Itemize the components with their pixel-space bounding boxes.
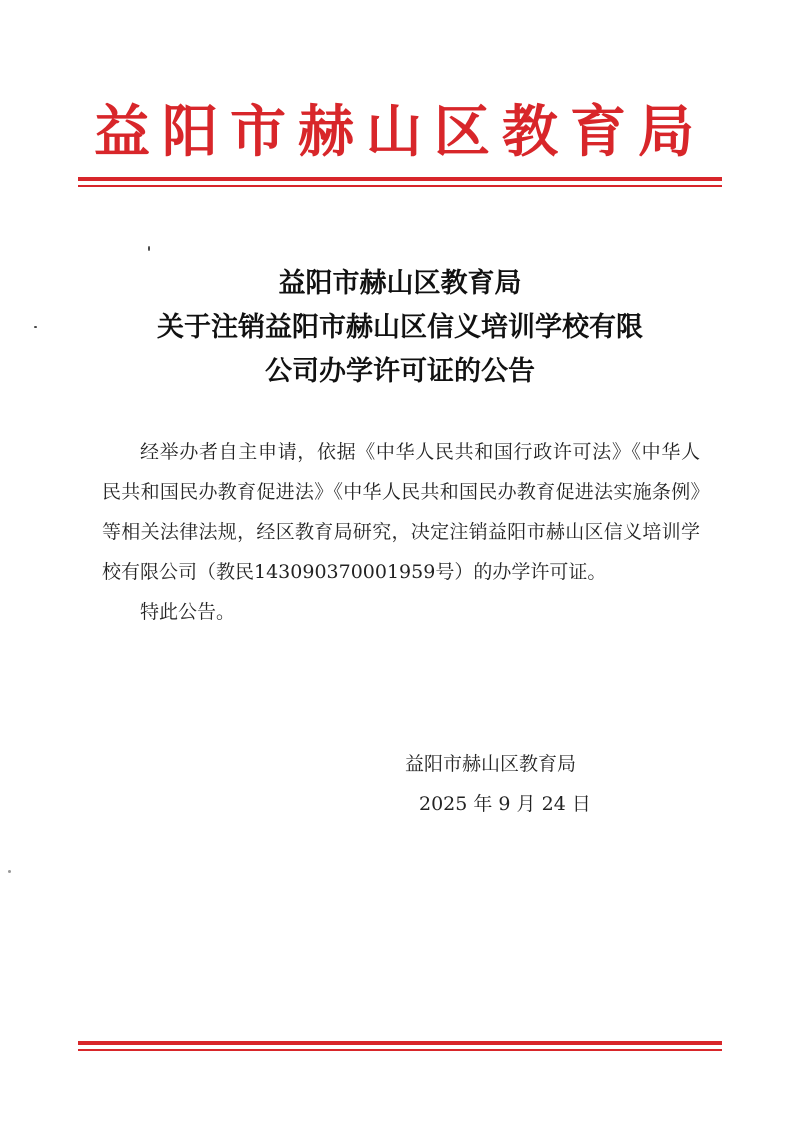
scan-speck (148, 246, 150, 251)
issuer-name: 益阳市赫山区教育局 (405, 753, 577, 775)
letterhead-title: 益阳市赫山区教育局 (94, 99, 706, 165)
closing-line: 特此公告。 (140, 601, 236, 623)
body-paragraph: 经举办者自主申请，依据《中华人民共和国行政许可法》《中华人民共和国民办教育促进法》《中华人民共和国民办教育促进法实施条例》等相关法律法规，经区教育局研究，决定注销益阳市赫山区信义培训学校有限公司（教民143090370001959号）的办学许可证。 (102, 441, 700, 583)
letterhead-rule-thin (78, 185, 722, 187)
notice-title (80, 262, 720, 394)
notice-title-line-3: 公司办学许可证的公告 (265, 356, 535, 387)
scan-speck (34, 326, 37, 328)
notice-body (102, 432, 700, 632)
notice-title-line-1: 益阳市赫山区教育局 (278, 268, 522, 299)
footer-rule-thick (78, 1041, 722, 1045)
signature-block (405, 744, 665, 824)
footer-rule-thin (78, 1049, 722, 1051)
letterhead-rule-thick (78, 177, 722, 181)
issue-date: 2025 年 9 月 24 日 (419, 793, 591, 815)
scan-speck (8, 870, 11, 873)
notice-title-line-2: 关于注销益阳市赫山区信义培训学校有限 (157, 312, 643, 343)
